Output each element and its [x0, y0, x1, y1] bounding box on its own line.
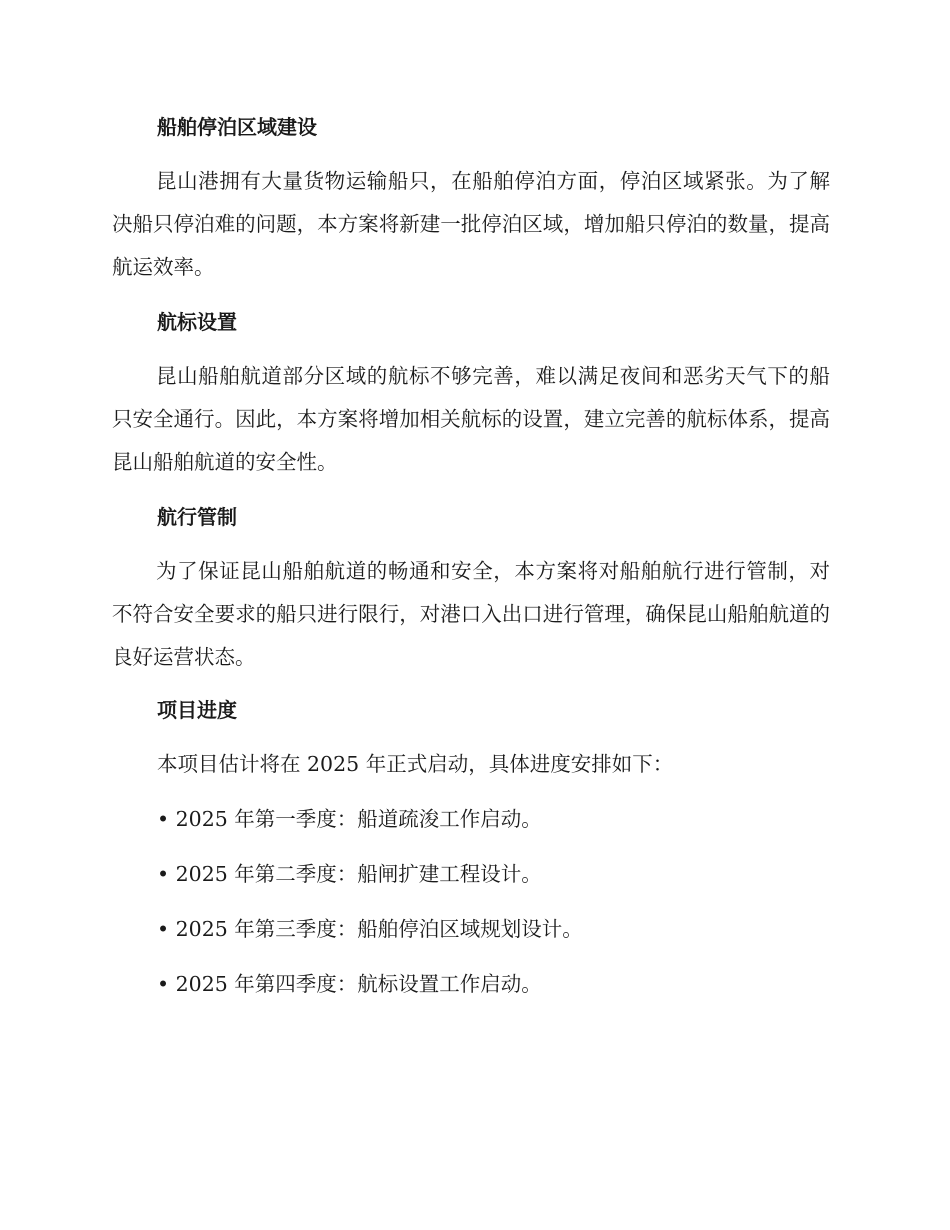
progress-item-q3: • 2025 年第三季度：船舶停泊区域规划设计。 [157, 917, 583, 941]
section-heading-project-progress: 项目进度 [157, 698, 237, 722]
progress-item-q4: • 2025 年第四季度：航标设置工作启动。 [157, 972, 542, 996]
section-body-berthing: 昆山港拥有大量货物运输船只，在船舶停泊方面，停泊区域紧张。为了解决船只停泊难的问题，本方案将新建一批停泊区域，增加船只停泊的数量，提高航运效率。 [112, 169, 830, 279]
progress-intro: 本项目估计将在 2025 年正式启动，具体进度安排如下： [157, 752, 674, 776]
section-heading-navigation-marks: 航标设置 [157, 310, 237, 334]
progress-item-q2: • 2025 年第二季度：船闸扩建工程设计。 [157, 862, 542, 886]
section-heading-berthing: 船舶停泊区域建设 [157, 115, 317, 139]
section-heading-navigation-control: 航行管制 [157, 505, 237, 529]
section-body-navigation-marks: 昆山船舶航道部分区域的航标不够完善，难以满足夜间和恶劣天气下的船只安全通行。因此，本方案将增加相关航标的设置，建立完善的航标体系，提高昆山船舶航道的安全性。 [112, 364, 830, 474]
progress-item-q1: • 2025 年第一季度：船道疏浚工作启动。 [157, 807, 542, 831]
section-body-navigation-control: 为了保证昆山船舶航道的畅通和安全，本方案将对船舶航行进行管制，对不符合安全要求的船只进行限行，对港口入出口进行管理，确保昆山船舶航道的良好运营状态。 [112, 559, 830, 669]
